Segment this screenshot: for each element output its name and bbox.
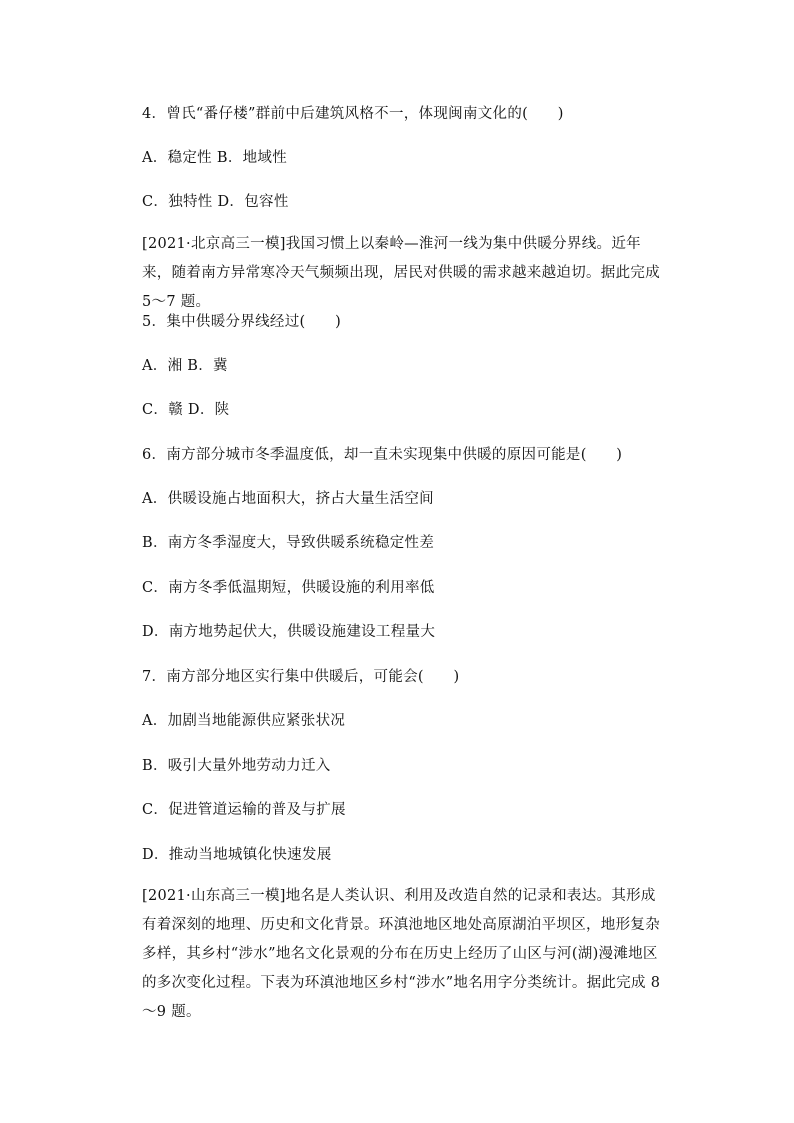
question-4-stem: 4．曾氏“番仔楼”群前中后建筑风格不一，体现闽南文化的( ) (142, 106, 564, 122)
question-7-option-c: C．促进管道运输的普及与扩展 (142, 802, 346, 818)
question-4-options-ab: A．稳定性 B．地域性 (142, 150, 288, 166)
question-5-options-cd: C．赣 D．陕 (142, 402, 230, 418)
question-6-stem: 6．南方部分城市冬季温度低，却一直未实现集中供暖的原因可能是( ) (142, 447, 623, 463)
question-7-option-a: A．加剧当地能源供应紧张状况 (142, 713, 346, 729)
question-6-option-a: A．供暖设施占地面积大，挤占大量生活空间 (142, 491, 434, 507)
question-6-option-d: D．南方地势起伏大，供暖设施建设工程量大 (142, 624, 436, 640)
passage-heating-line: [2021·北京高三一模]我国习惯上以秦岭—淮河一线为集中供暖分界线。近年来，随着南方异常寒冷天气频频出现，居民对供暖的需求越来越迫切。据此完成 5～7 题。 (142, 236, 660, 310)
question-4-options-cd: C．独特性 D．包容性 (142, 194, 289, 210)
question-7-stem: 7．南方部分地区实行集中供暖后，可能会( ) (142, 669, 460, 685)
question-7-option-d: D．推动当地城镇化快速发展 (142, 847, 332, 863)
question-6-option-b: B．南方冬季湿度大，导致供暖系统稳定性差 (142, 535, 435, 551)
question-5-options-ab: A．湘 B．冀 (142, 358, 228, 374)
question-5-stem: 5．集中供暖分界线经过( ) (142, 314, 342, 330)
passage-place-names: [2021·山东高三一模]地名是人类认识、利用及改造自然的记录和表达。其形成有着深刻的地理、历史和文化背景。环滇池地区地处高原湖泊平坝区，地形复杂多样，其乡村“涉水”地名文化景观的分布在历史上经历了山区与河(湖)漫滩地区的多次变化过程。下表为环滇池地区乡村“涉水”地名用字分类统计。据此完成 8～9 题。 (142, 888, 661, 1020)
question-7-option-b: B．吸引大量外地劳动力迁入 (142, 758, 331, 774)
question-6-option-c: C．南方冬季低温期短，供暖设施的利用率低 (142, 580, 435, 596)
